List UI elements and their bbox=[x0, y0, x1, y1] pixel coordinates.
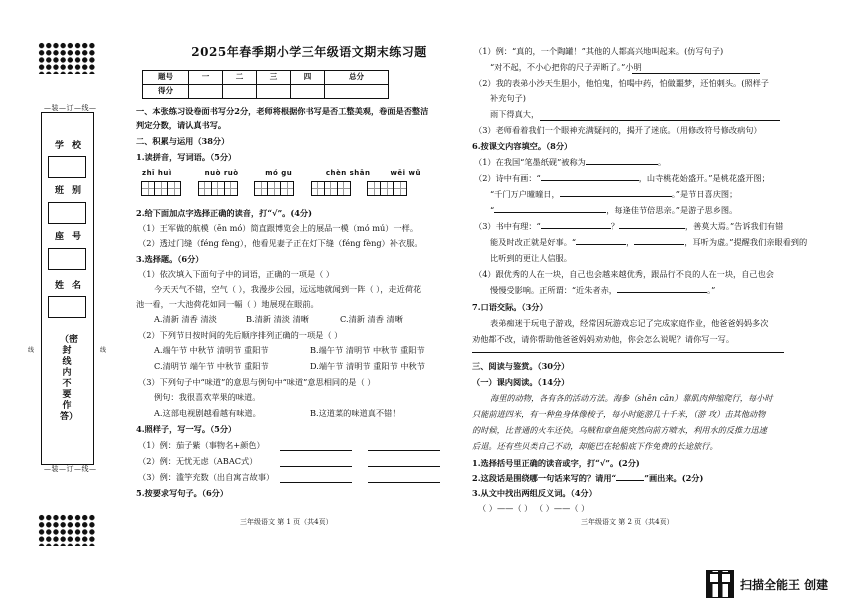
passage-line: 海里的动物，各有各的活动方法。海参（shēn cān）靠肌肉伸缩爬行，每小时 bbox=[490, 393, 773, 403]
question-4-3: （3）例：滥竽充数（出自寓言故事） bbox=[138, 472, 275, 482]
qr-code-icon bbox=[706, 570, 734, 598]
pinyin-row bbox=[142, 167, 436, 179]
score-table bbox=[142, 70, 389, 99]
section-1-text: 一、本张练习设卷面书写分2分，老师将根据你书写是否工整美观，卷面是否整洁 bbox=[136, 106, 429, 116]
question-5-2-cont: 补充句子) bbox=[490, 93, 526, 103]
fill-blank[interactable] bbox=[494, 212, 606, 213]
pinyin-label: mó gu bbox=[265, 169, 293, 177]
reading-question-1: 1.选择括号里正确的读音或字，打“√”。(2分) bbox=[472, 458, 640, 468]
question-7-text: 表弟痴迷于玩电子游戏，经常因玩游戏忘记了完成家庭作业，他爸爸妈妈多次 bbox=[490, 318, 769, 328]
question-6-3 bbox=[474, 221, 783, 233]
passage-line: 只能前进四米，有一种鱼身体像梭子，每小时能游几十千米，（游 攻）击其他动物 bbox=[472, 409, 766, 419]
option-d[interactable]: D.端午节 清明节 重阳节 中秋节 bbox=[310, 361, 425, 371]
class-field[interactable] bbox=[48, 202, 86, 224]
pinyin-label: chèn shān bbox=[325, 169, 371, 177]
reading-subsection: （一）课内阅读。（14分） bbox=[472, 377, 570, 387]
question-4: 4.照样子，写一写。（5分） bbox=[136, 424, 237, 434]
question-6-2-line-3 bbox=[490, 205, 737, 217]
cut-line-bottom: —装—订—线— bbox=[44, 465, 97, 473]
score-cell-input[interactable] bbox=[257, 85, 291, 99]
score-table-header-row bbox=[143, 71, 389, 85]
answer-line[interactable] bbox=[472, 352, 784, 353]
writing-grid[interactable] bbox=[255, 181, 294, 196]
dot-pattern-bottom bbox=[38, 514, 96, 546]
page-1-footer: 三年级语文 第 1 页（共4页） bbox=[240, 518, 333, 526]
pinyin-label: zhī huì bbox=[142, 169, 172, 177]
pinyin-label: nuò ruò bbox=[204, 169, 239, 177]
question-5: 5.按要求写句子。（6分） bbox=[136, 488, 229, 498]
score-table-cell: 四 bbox=[291, 71, 325, 85]
writing-grid[interactable] bbox=[368, 181, 407, 196]
page-2-footer: 三年级语文 第 2 页（共4页） bbox=[581, 518, 674, 526]
fill-blank[interactable] bbox=[576, 244, 626, 245]
question-6-2-text: ，山寺桃花始盛开。”是桃花盛开图； bbox=[638, 173, 770, 183]
question-6-2-line-2 bbox=[490, 189, 737, 201]
answer-line[interactable] bbox=[368, 482, 440, 483]
dot-pattern-top bbox=[38, 42, 96, 74]
fill-blank[interactable] bbox=[586, 164, 658, 165]
score-cell-input[interactable] bbox=[189, 85, 223, 99]
cut-line-top: —装—订—线— bbox=[44, 104, 97, 112]
answer-line[interactable] bbox=[368, 450, 440, 451]
question-6-1: （1）在我国“笔墨纸砚”被称为 。 bbox=[474, 157, 667, 167]
fill-blank[interactable] bbox=[617, 292, 707, 293]
antonym-answer-row[interactable]: （ ）——（ ） （ ）——（ ） bbox=[478, 503, 590, 513]
question-6-2-text: 。”是节日喜庆图； bbox=[671, 189, 738, 199]
option-b[interactable]: B.清新 清淡 清晰 bbox=[246, 314, 309, 324]
seat-field[interactable] bbox=[48, 248, 86, 270]
question-6-3-line-2 bbox=[490, 237, 807, 249]
option-c[interactable]: C.清新 清香 清晰 bbox=[340, 314, 403, 324]
question-2-item-2: （2）透过门缝（féng fèng），他看见妻子正在灯下缝（féng fèng）补衣服。 bbox=[138, 238, 423, 248]
question-3-3: （3）下列句子中“味道”的意思与例句中“味道”意思相同的是（ ） bbox=[138, 377, 376, 387]
question-7-text-cont: 劝他都不改，请你帮助他爸爸妈妈劝劝他，你会怎么说呢？请你写一写。 bbox=[472, 334, 735, 344]
question-3: 3.选择题。（6分） bbox=[136, 254, 204, 264]
answer-line[interactable] bbox=[280, 450, 352, 451]
question-6-3-text: ？ bbox=[610, 221, 619, 231]
class-label: 班别 bbox=[55, 186, 90, 196]
section-2-heading: 二、积累与运用（38分） bbox=[136, 136, 230, 146]
binding-strip bbox=[0, 0, 128, 608]
passage-line: 后退。还有些贝类自己不动，却能巴在轮船底下作免费的长途旅行。 bbox=[472, 441, 718, 451]
score-table-cell: 一 bbox=[189, 71, 223, 85]
reading-question-2-text: ”画出来。(2分) bbox=[644, 473, 704, 483]
score-table-cell: 题号 bbox=[143, 71, 189, 85]
score-cell-input[interactable] bbox=[291, 85, 325, 99]
question-6-2 bbox=[474, 173, 770, 185]
reading-question-2-text: 2.这段话是围绕哪一句话来写的？请用“ bbox=[472, 473, 617, 483]
answer-line[interactable] bbox=[280, 482, 352, 483]
pinyin-label: wēi wǔ bbox=[390, 169, 421, 177]
option-a[interactable]: A.清新 清香 清淡 bbox=[154, 314, 217, 324]
question-6-1-text: （1）在我国“笔墨纸砚”被称为 bbox=[474, 157, 586, 167]
score-row-label: 得分 bbox=[143, 85, 189, 99]
name-label: 姓名 bbox=[55, 281, 90, 291]
question-5-1-prompt: “对不起，不小心把你的尺子弄断了。”小明 bbox=[490, 62, 642, 72]
writing-grid[interactable] bbox=[199, 181, 238, 196]
fill-blank[interactable] bbox=[541, 228, 611, 229]
question-6-3-text: ， bbox=[626, 237, 635, 247]
question-6-2-text: ，每逢佳节倍思亲。”是游子思乡图。 bbox=[606, 205, 738, 215]
question-6-2-text: “ bbox=[490, 205, 495, 215]
answer-line[interactable] bbox=[632, 73, 760, 74]
seat-label: 座号 bbox=[55, 232, 90, 242]
answer-line[interactable] bbox=[368, 466, 440, 467]
section-3-heading: 三、阅读与鉴赏。（30分） bbox=[472, 361, 570, 371]
reading-question-2 bbox=[472, 473, 703, 485]
question-6-4-text: 慢慢受影响。正所谓：“近朱者赤， bbox=[490, 285, 617, 295]
exam-title: 2025年春季期小学三年级语文期末练习题 bbox=[191, 45, 427, 59]
score-table-cell: 三 bbox=[257, 71, 291, 85]
sealed-line-note: （密封线内不要作答） bbox=[60, 335, 79, 422]
question-6-2-text: “千门万户曈曈日， bbox=[490, 189, 560, 199]
question-7: 7.口语交际。（3分） bbox=[472, 302, 548, 312]
passage-line: 的时候，比普通的火车还快。乌贼和章鱼能突然向前方喷水，利用水的反推力迅速 bbox=[472, 425, 767, 435]
option-a[interactable]: A.这部电视剧越看越有味道。 bbox=[154, 408, 261, 418]
section-1-text-cont: 判定分数，请认真书写。 bbox=[136, 120, 227, 130]
option-a[interactable]: A.端午节 中秋节 清明节 重阳节 bbox=[154, 345, 269, 355]
score-table-cell: 总分 bbox=[325, 71, 389, 85]
question-6-3-text: ，耳听为虚。”提醒我们亲眼看到的 bbox=[684, 237, 808, 247]
question-3-3-example: 例句：我很喜欢苹果的味道。 bbox=[154, 392, 261, 402]
score-cell-input[interactable] bbox=[325, 85, 389, 99]
question-6-3-text: ，善莫大焉。”告诉我们有错 bbox=[684, 221, 784, 231]
reading-question-3: 3.从文中找出两组反义词。（4分） bbox=[472, 488, 597, 498]
writing-grid[interactable] bbox=[142, 181, 181, 196]
side-mark-left: 线 bbox=[28, 347, 35, 354]
school-field[interactable] bbox=[48, 156, 86, 178]
score-cell-input[interactable] bbox=[223, 85, 257, 99]
school-label: 学校 bbox=[55, 141, 90, 151]
option-b[interactable]: B.这道菜的味道真不错！ bbox=[310, 408, 401, 418]
question-5-2-prompt: 雨下得真大， bbox=[490, 109, 540, 119]
answer-line[interactable] bbox=[540, 120, 780, 121]
question-6-2-text: （2）诗中有画：“ bbox=[474, 173, 541, 183]
watermark-text: 扫描全能王 创建 bbox=[740, 578, 829, 592]
question-3-1-text-cont: 池一看，一大池荷花如同一幅（ ）地展现在眼前。 bbox=[136, 299, 319, 309]
side-mark-right: 线 bbox=[100, 347, 107, 354]
question-6-3-line-3: 比听到的更让人信服。 bbox=[490, 253, 572, 263]
name-field[interactable] bbox=[48, 296, 86, 318]
fill-blank[interactable] bbox=[619, 228, 685, 229]
question-6-4-text: 。” bbox=[707, 285, 716, 295]
question-2: 2.给下面加点字选择正确的读音，打“√”。(4分) bbox=[136, 208, 312, 218]
score-table-cell: 二 bbox=[223, 71, 257, 85]
fill-blank[interactable] bbox=[560, 196, 672, 197]
question-6-3-text: （3）书中有理：“ bbox=[474, 221, 541, 231]
fill-blank[interactable] bbox=[541, 180, 639, 181]
fill-blank[interactable] bbox=[634, 244, 684, 245]
question-6: 6.按课文内容填空。（8分） bbox=[472, 141, 573, 151]
score-table-score-row bbox=[143, 85, 389, 99]
question-3-1: （1）依次填入下面句子中的词语，正确的一项是（ ） bbox=[138, 269, 335, 279]
question-5-3: （3）老师看着我们一个眼神充满疑问的，揭开了迷底。（用修改符号修改病句） bbox=[474, 125, 762, 135]
question-6-4-line-2 bbox=[490, 285, 715, 297]
question-5-1: （1）例：“真的，一个陶罐！”其他的人都高兴地叫起来。(仿写句子) bbox=[474, 46, 724, 56]
writing-grid[interactable] bbox=[312, 181, 351, 196]
question-1: 1.读拼音，写词语。（5分） bbox=[136, 152, 237, 162]
option-b[interactable]: B.端午节 清明节 中秋节 重阳节 bbox=[310, 345, 425, 355]
option-c[interactable]: C.清明节 端午节 中秋节 重阳节 bbox=[154, 361, 269, 371]
question-3-1-text: 今天天气不错，空气（ ），我漫步公园，远远地就闻到一阵（ ），走近荷花 bbox=[154, 284, 422, 294]
question-6-3-text: 能及时改正就是好事。“ bbox=[490, 237, 577, 247]
question-3-2: （2）下列节日按时间的先后顺序排列正确的一项是（ ） bbox=[138, 330, 343, 340]
answer-line[interactable] bbox=[280, 466, 352, 467]
question-6-4: （4）跟优秀的人在一块，自己也会越来越优秀，跟品行不良的人在一块，自己也会 bbox=[474, 269, 774, 279]
writing-grid-row bbox=[142, 181, 415, 200]
question-4-1: （1）例：茄子紫（事物名+颜色） bbox=[138, 440, 265, 450]
question-2-item-1: （1）王军做的航模（ēn mó）简直跟博览会上的展品一模（mó mú）一样。 bbox=[138, 223, 419, 233]
question-4-2: （2）例：无忧无虑（ABAC式） bbox=[138, 456, 258, 466]
scanner-watermark bbox=[706, 568, 856, 602]
question-5-2: （2）我的表弟小沙天生胆小，他怕鬼，怕喝中药，怕做噩梦，还怕刺头。(照样子 bbox=[474, 78, 769, 88]
underline-sample bbox=[616, 480, 644, 481]
